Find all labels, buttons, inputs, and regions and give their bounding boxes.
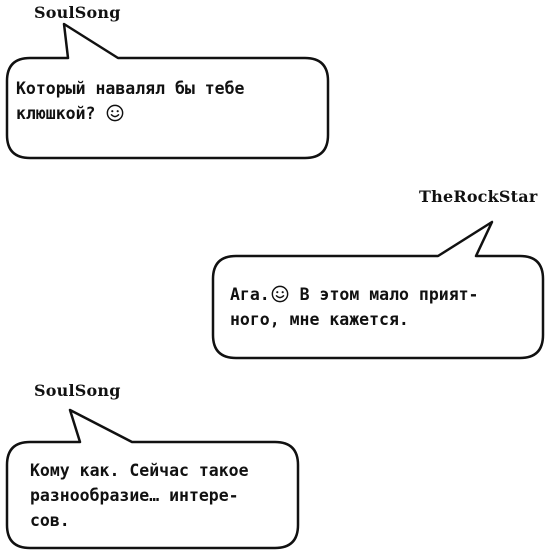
message-text — [16, 76, 308, 126]
smiley-face-icon — [106, 104, 124, 122]
message-line: разнообразие… интере- — [30, 486, 239, 505]
author-name: SoulSong — [34, 381, 121, 400]
message-line: сов. — [30, 511, 70, 530]
smiley-face-icon — [271, 285, 289, 303]
message-line: Который навалял бы тебе — [16, 79, 245, 98]
message-line: Кому как. Сейчас такое — [30, 461, 249, 480]
message-line — [230, 282, 530, 307]
message-text — [230, 282, 530, 332]
message-line-text: клюшкой? — [16, 104, 96, 123]
message-line: ного, мне кажется. — [230, 310, 409, 329]
author-name: TheRockStar — [419, 187, 538, 206]
message-text — [30, 458, 285, 533]
message-line-text: Ага. — [230, 285, 270, 304]
message-line — [16, 101, 308, 126]
author-name: SoulSong — [34, 3, 121, 22]
message-line-text: В этом мало прият- — [289, 285, 479, 304]
